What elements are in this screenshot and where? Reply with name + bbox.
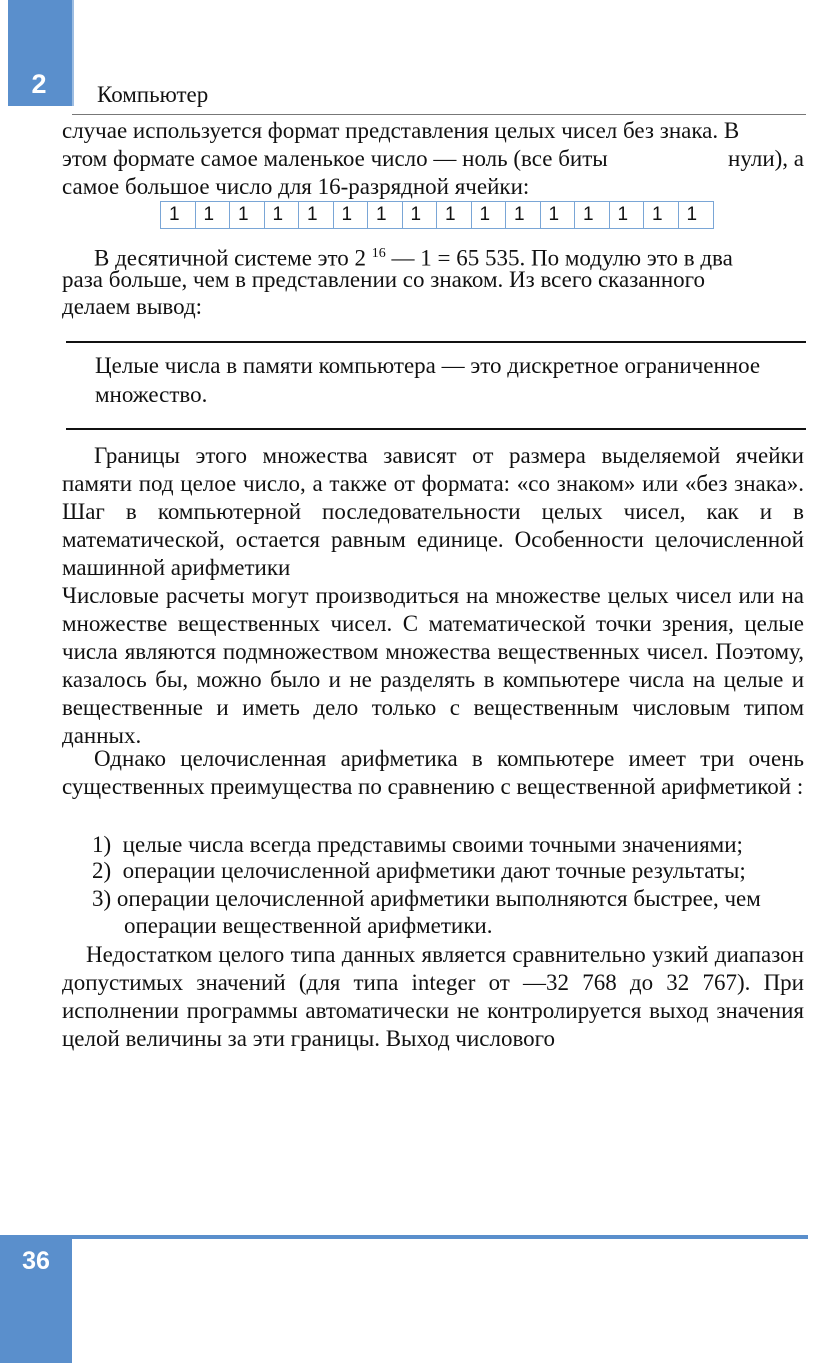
- paragraph-3: Границы этого множества зависят от размера выделяемой ячейки памяти под целое число, а также от формата: «со знаком» или «без знака». Шаг в компьютерной последовательности целых чисел, как и в математической, остается равным единице. Особенности целочисленной машинной арифметики: [62, 443, 804, 580]
- list-item-3: [92, 885, 761, 913]
- exponent: 16: [371, 246, 386, 261]
- list-text: операции целочисленной арифметики дают точные результаты;: [122, 858, 746, 883]
- list-text: операции целочисленной арифметики выполняются быстрее, чем: [116, 886, 761, 911]
- chapter-tab: [8, 0, 74, 106]
- bit-cell: 1: [403, 202, 438, 228]
- list-text: целые числа всегда представимы своими точными значениями;: [122, 832, 743, 857]
- paragraph-1-line-2-start: этом формате самое маленькое число — ноль (все биты: [62, 146, 608, 171]
- bit-cell: 1: [265, 202, 300, 228]
- definition-text: Целые числа в памяти компьютера — это дискретное ограниченное множество.: [95, 353, 761, 407]
- paragraph-2-line-1-end: — 1 = 65 535. По модулю это в два: [391, 245, 733, 271]
- bit-cells-16: [160, 201, 714, 229]
- footer-divider: [72, 1235, 808, 1239]
- chapter-title: Компьютер: [97, 82, 209, 107]
- paragraph-2-line-2: раза больше, чем в представлении со знаком. Из всего сказанного: [62, 267, 705, 292]
- definition-top-rule: [66, 341, 806, 343]
- bit-cell: 1: [230, 202, 265, 228]
- list-item-2: [92, 857, 746, 885]
- bit-cell: 1: [610, 202, 645, 228]
- paragraph-1-line-2: [62, 145, 804, 173]
- list-marker: 3): [92, 886, 112, 911]
- bit-cell: 1: [575, 202, 610, 228]
- paragraph-1-line-3: самое большое число для 16-разрядной ячейки:: [62, 174, 530, 199]
- list-item-1: [92, 831, 743, 859]
- paragraph-2-line-1-start: В десятичной системе это 2: [94, 245, 367, 271]
- list-marker: 1): [92, 832, 112, 857]
- bit-cell: 1: [196, 202, 231, 228]
- paragraph-2-line-3: делаем вывод:: [62, 294, 203, 319]
- paragraph-4: Числовые расчеты могут производиться на множестве целых чисел или на множестве вещественных чисел. С математической точки зрения, целые числа являются подмножеством множества вещественных чисел. Поэтому, казалось бы, можно было и не разделять в компьютере числа на целые и вещественные и иметь дело только с вещественным числовым типом данных.: [62, 583, 804, 748]
- bit-cell: 1: [472, 202, 507, 228]
- bit-cell: 1: [686, 204, 698, 225]
- paragraph-1-line-1: случае используется формат представления целых чисел без знака. В: [62, 118, 740, 143]
- bit-cell: 1: [299, 202, 334, 228]
- header-divider: [72, 114, 806, 115]
- paragraph-1-line-2-end: нули), а: [728, 146, 804, 171]
- page-number-tab: [0, 1235, 72, 1363]
- bit-cell: 1: [506, 202, 541, 228]
- list-text: операции вещественной арифметики.: [124, 913, 493, 938]
- paragraph-5: Однако целочисленная арифметика в компьютере имеет три очень существенных преимущества по сравнению с вещественной арифметикой :: [62, 746, 804, 799]
- bit-cell: 1: [161, 202, 196, 228]
- list-marker: 2): [92, 858, 112, 883]
- page-number: 36: [22, 1247, 50, 1275]
- definition-bottom-rule: [66, 428, 806, 430]
- bit-cell: 1: [437, 202, 472, 228]
- chapter-number: 2: [31, 69, 47, 99]
- list-item-3-continued: [124, 912, 492, 940]
- bit-cell: 1: [368, 202, 403, 228]
- paragraph-6: Недостатком целого типа данных является сравнительно узкий диапазон допустимых значений (для типа integer от —32 768 до 32 767). При исполнении программы автоматически не контролируется выход значения целой величины за эти границы. Выход числового: [62, 942, 804, 1051]
- bit-cell: 1: [541, 202, 576, 228]
- bit-cell: 1: [334, 202, 369, 228]
- bit-cell: 1: [644, 202, 679, 228]
